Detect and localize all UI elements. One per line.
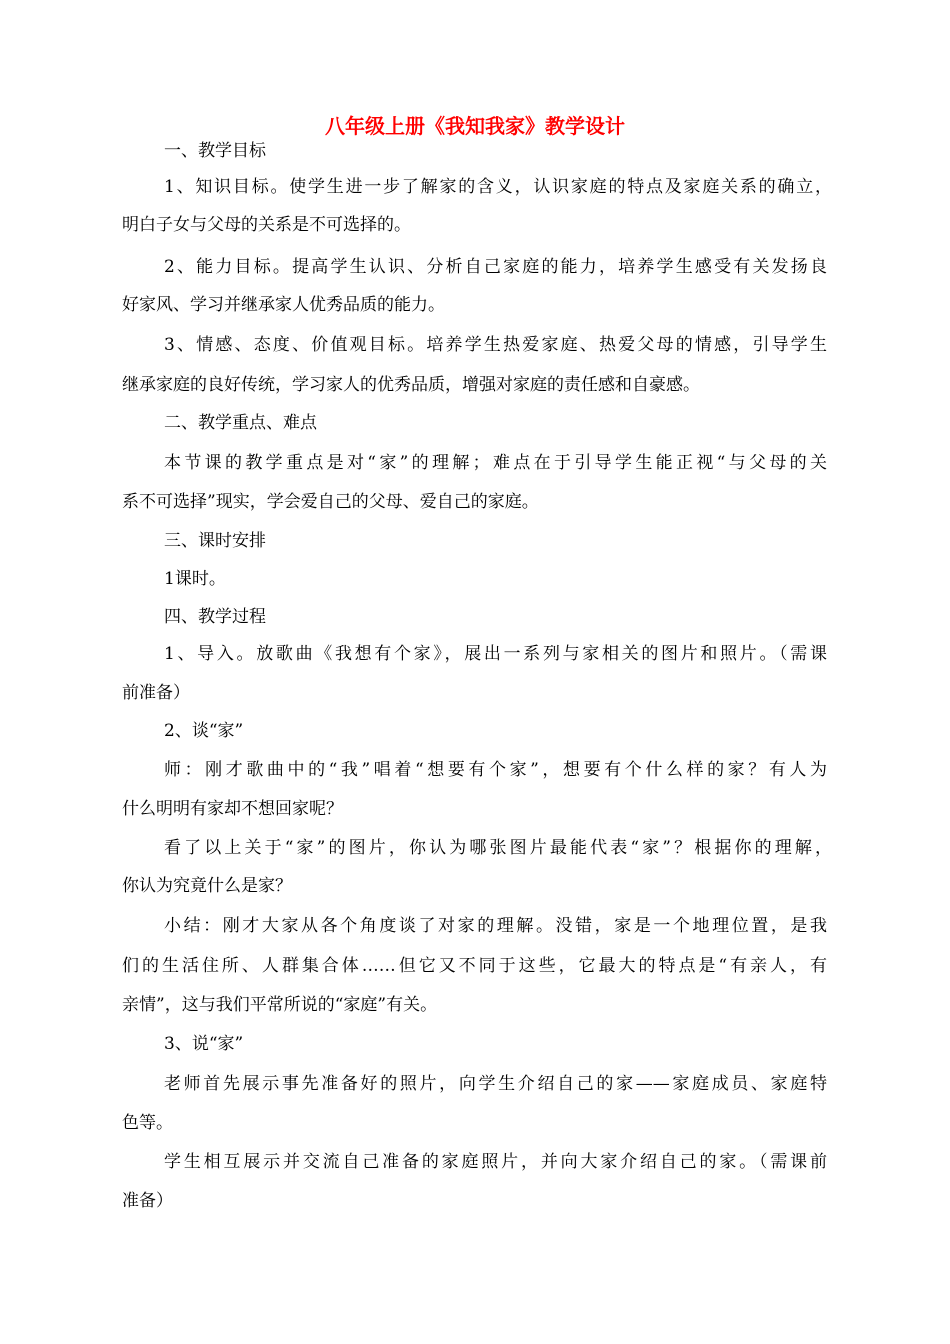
section-heading-key-points: 二、教学重点、难点 bbox=[164, 413, 317, 433]
paragraph-line: 看了以上关于“家”的图片，你认为哪张图片最能代表“家”？根据你的理解， bbox=[164, 838, 832, 858]
paragraph-line: 明白子女与父母的关系是不可选择的。 bbox=[122, 215, 411, 235]
section-heading-schedule: 三、课时安排 bbox=[164, 531, 266, 551]
section-heading-process: 四、教学过程 bbox=[164, 607, 266, 627]
paragraph-line: 亲情”，这与我们平常所说的“家庭”有关。 bbox=[122, 995, 438, 1015]
paragraph-line: 小结：刚才大家从各个角度谈了对家的理解。没错，家是一个地理位置，是我 bbox=[164, 916, 827, 936]
paragraph-line: 本节课的教学重点是对“家”的理解；难点在于引导学生能正视“与父母的关 bbox=[164, 453, 827, 473]
paragraph-line: 好家风、学习并继承家人优秀品质的能力。 bbox=[122, 295, 445, 315]
paragraph-line: 们的生活住所、人群集合体……但它又不同于这些，它最大的特点是“有亲人，有 bbox=[122, 956, 827, 976]
paragraph-line: 准备） bbox=[122, 1191, 173, 1211]
paragraph-line: 学生相互展示并交流自己准备的家庭照片，并向大家介绍自己的家。（需课前 bbox=[164, 1152, 827, 1172]
paragraph-line: 老师首先展示事先准备好的照片，向学生介绍自己的家——家庭成员、家庭特 bbox=[164, 1074, 827, 1094]
paragraph-line: 2、能力目标。提高学生认识、分析自己家庭的能力，培养学生感受有关发扬良 bbox=[164, 257, 827, 277]
paragraph-line: 系不可选择”现实，学会爱自己的父母、爱自己的家庭。 bbox=[122, 492, 539, 512]
paragraph-line: 什么明明有家却不想回家呢？ bbox=[122, 799, 343, 819]
section-heading-objectives: 一、教学目标 bbox=[164, 141, 266, 161]
paragraph-line: 色等。 bbox=[122, 1113, 173, 1133]
paragraph-line: 前准备） bbox=[122, 683, 190, 703]
document-title: 八年级上册《我知我家》教学设计 bbox=[325, 114, 625, 138]
subsection-heading: 3、说“家” bbox=[164, 1034, 244, 1054]
paragraph-line: 你认为究竟什么是家？ bbox=[122, 876, 292, 896]
paragraph-line: 3、情感、态度、价值观目标。培养学生热爱家庭、热爱父母的情感，引导学生 bbox=[164, 335, 827, 355]
paragraph-line: 继承家庭的良好传统，学习家人的优秀品质，增强对家庭的责任感和自豪感。 bbox=[122, 375, 700, 395]
paragraph-line: 师：刚才歌曲中的“我”唱着“想要有个家”，想要有个什么样的家？有人为 bbox=[164, 760, 827, 780]
paragraph-line: 1、知识目标。使学生进一步了解家的含义，认识家庭的特点及家庭关系的确立， bbox=[164, 177, 832, 197]
subsection-heading: 2、谈“家” bbox=[164, 721, 244, 741]
paragraph-line: 1课时。 bbox=[164, 569, 226, 589]
paragraph-line: 1、导入。放歌曲《我想有个家》，展出一系列与家相关的图片和照片。（需课 bbox=[164, 644, 827, 664]
